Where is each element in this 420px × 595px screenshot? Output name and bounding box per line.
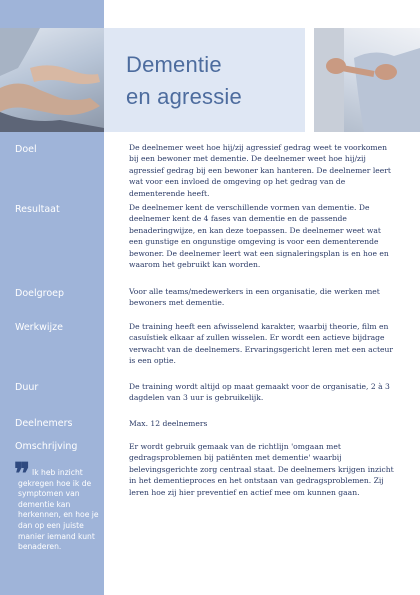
photo-raised-fists xyxy=(314,28,420,132)
content-duur: De training wordt altijd op maat gemaakt voor de organisatie, 2 à 3 dagdelen van 3 uur is gebruikelijk. xyxy=(129,382,390,403)
content-doel: De deelnemer weet hoe hij/zij agressief gedrag weet te voorkomen bij een bewoner met dementie. De deelnemer weet hoe hij/zij agressief gedrag bij een bewoner kan hanteren. De deelnemer leert wat voor een invloed de omgeving op het gedrag van de dementerende heeft. xyxy=(129,143,391,198)
label-resultaat: Resultaat xyxy=(15,204,60,215)
label-duur: Duur xyxy=(15,382,39,393)
label-deelnemers: Deelnemers xyxy=(15,418,73,429)
content-resultaat: De deelnemer kent de verschillende vormen van dementie. De deelnemer kent de 4 fases van dementie en de passende benaderingwijze, en kan deze toepassen. De deelnemer weet wat een gunstige en ongunstige omgeving is voor een dementerende bewoner. De deelnemer leert wat een signaleringsplan is en hoe en waarom het gebruikt kan worden. xyxy=(129,203,389,270)
testimonial-quote: Ik heb inzicht gekregen hoe ik de symptomen van dementie kan herkennen, en hoe je dan op een juiste manier iemand kunt benaderen. xyxy=(18,468,99,552)
label-doel: Doel xyxy=(15,144,37,155)
page-title-line-1: Dementie xyxy=(126,52,222,77)
photo-elderly-hands xyxy=(0,28,104,132)
label-omschrijving: Omschrijving xyxy=(15,441,78,452)
content-omschrijving: Er wordt gebruik gemaak van de richtlijn 'omgaan met gedragsproblemen bij patiënten met dementie' waarbij belevingsgerichte zorg centraal staat. De deelnemers krijgen inzicht in het dementieproces en het ontstaan van gedragsproblemen. Zij leren hoe zij hier preventief en actief mee om kunnen gaan. xyxy=(129,442,394,497)
content-werkwijze: De training heeft een afwisselend karakter, waarbij theorie, film en casuïstiek elkaar af zullen wisselen. Er wordt een actieve bijdrage verwacht van de deelnemers. Ervaringsgericht leren met een acteur is een optie. xyxy=(129,322,394,366)
label-werkwijze: Werkwijze xyxy=(15,322,63,333)
label-doelgroep: Doelgroep xyxy=(15,288,65,299)
content-deelnemers: Max. 12 deelnemers xyxy=(129,419,208,428)
content-doelgroep: Voor alle teams/medewerkers in een organisatie, die werken met bewoners met dementie. xyxy=(129,287,380,308)
quote-mark-icon: ❞ xyxy=(14,457,31,492)
title-panel xyxy=(104,28,305,132)
page-title-line-2: en agressie xyxy=(126,84,242,109)
